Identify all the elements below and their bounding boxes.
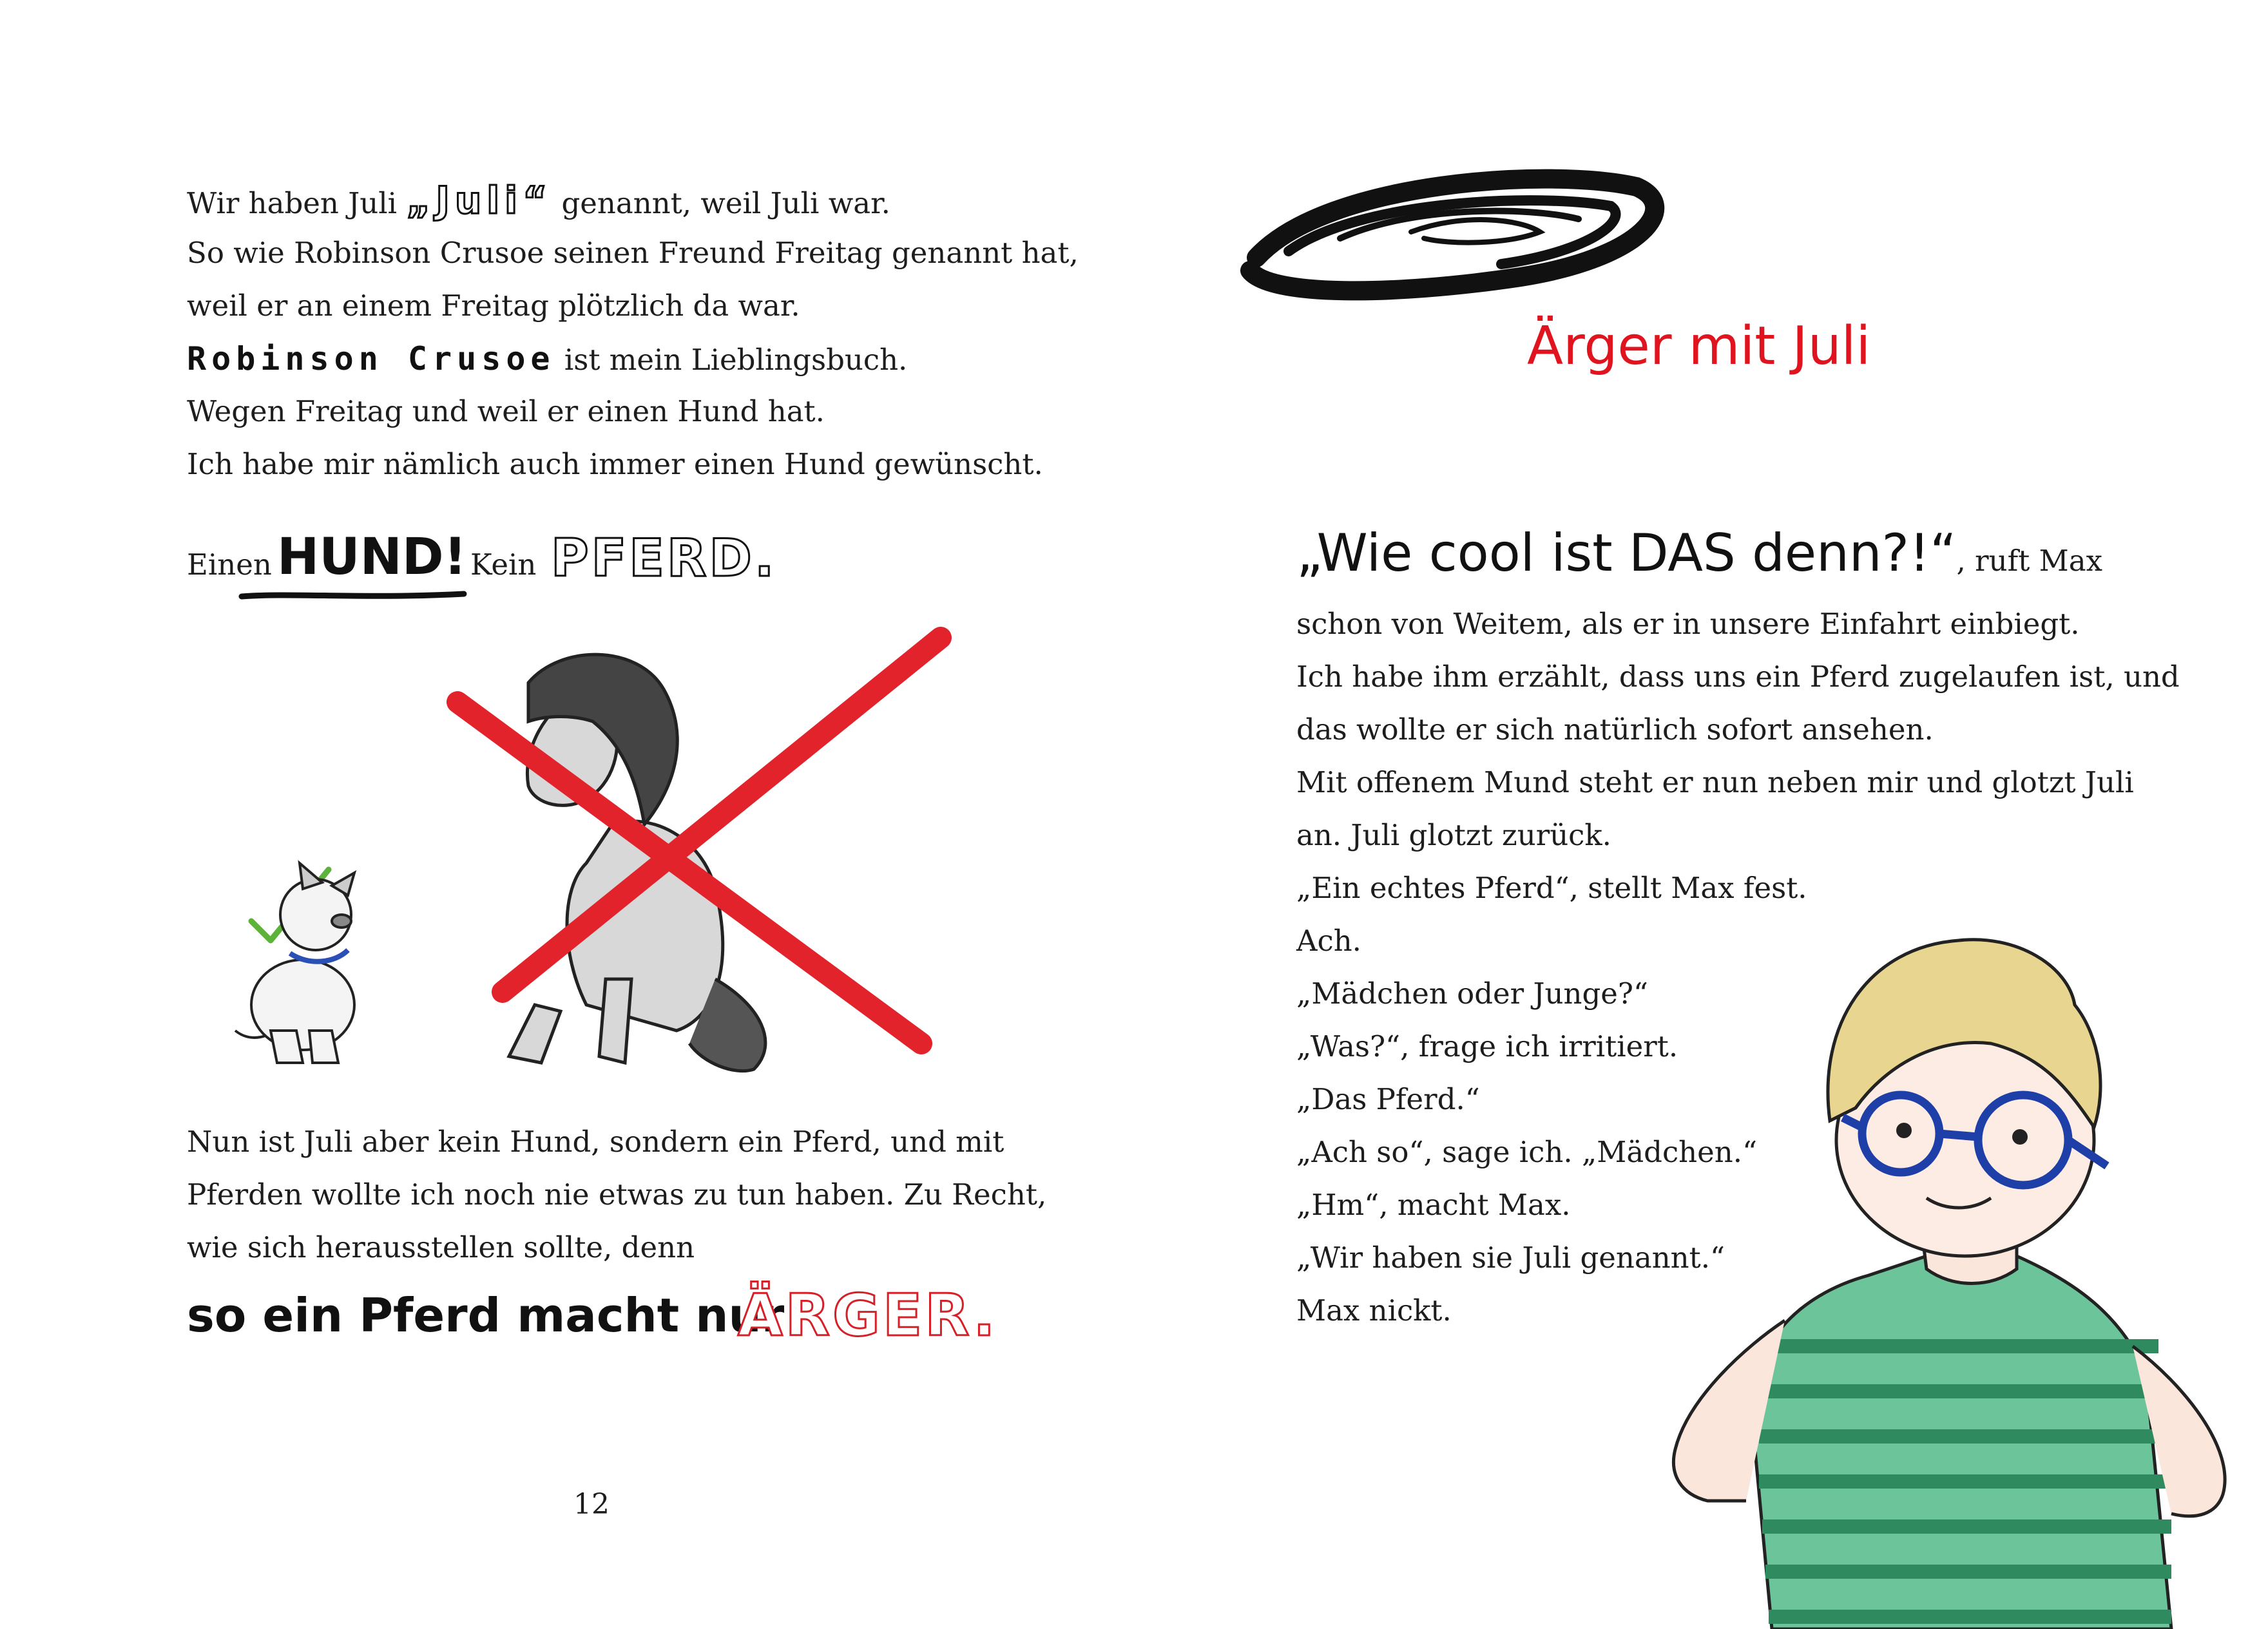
dog-drawing — [235, 863, 354, 1063]
text-segment: , ruft Max — [1956, 544, 2102, 578]
text-line: das wollte er sich natürlich sofort ansehen. — [1296, 712, 1934, 747]
text-line: Ich habe mir nämlich auch immer einen Hund gewünscht. — [187, 447, 1043, 481]
page-number: 12 — [573, 1488, 610, 1521]
paragraph-pferd — [187, 1116, 1046, 1274]
text-line: „Hm“, macht Max. — [1296, 1188, 1571, 1222]
book-title: Robinson Crusoe — [187, 340, 555, 377]
kein-word: Kein — [470, 548, 537, 582]
exclamation-quote: „Wie cool ist DAS denn?!“ — [1296, 523, 1957, 583]
hund-word: HUND! — [277, 528, 467, 586]
pferd-word: PFERD. — [551, 528, 777, 588]
right-page — [1134, 0, 2268, 1629]
text-line — [187, 332, 1079, 385]
closing-text: so ein Pferd macht nur — [187, 1288, 785, 1342]
shirt-stripes — [1759, 1346, 2171, 1617]
dog-and-crossed-horse-illustration — [226, 618, 954, 1082]
text-segment: Wir haben Juli — [187, 186, 407, 220]
text-line: „Ach so“, sage ich. „Mädchen.“ — [1296, 1135, 1758, 1169]
text-line: Ich habe ihm erzählt, dass uns ein Pferd zugelaufen ist, und — [1296, 660, 2180, 694]
text-segment: genannt, weil Juli war. — [552, 186, 890, 220]
text-line: „Das Pferd.“ — [1296, 1082, 1480, 1116]
text-line: „Mädchen oder Junge?“ — [1296, 976, 1649, 1011]
text-line: Mit offenem Mund steht er nun neben mir und glotzt Juli — [1296, 765, 2134, 799]
text-line: So wie Robinson Crusoe seinen Freund Freitag genannt hat, — [187, 236, 1079, 270]
horse-drawing — [509, 654, 765, 1071]
text-line: „Ein echtes Pferd“, stellt Max fest. — [1296, 871, 1807, 905]
text-line: Pferden wollte ich noch nie etwas zu tun haben. Zu Recht, — [187, 1177, 1047, 1212]
text-line: Ach. — [1296, 924, 1361, 958]
einen-word: Einen — [187, 548, 272, 582]
text-line: schon von Weitem, als er in unsere Einfahrt einbiegt. — [1296, 607, 2080, 641]
chapter-scribble-decoration — [1231, 129, 1669, 322]
text-line: Nun ist Juli aber kein Hund, sondern ein Pferd, und mit — [187, 1125, 1004, 1159]
text-line: Wegen Freitag und weil er einen Hund hat. — [187, 394, 825, 428]
text-line: weil er an einem Freitag plötzlich da war. — [187, 289, 800, 323]
underline-stroke — [238, 585, 470, 604]
text-line: „Wir haben sie Juli genannt.“ — [1296, 1241, 1725, 1275]
aerger-word: ÄRGER. — [738, 1282, 998, 1349]
text-line: „Was?“, frage ich irritiert. — [1296, 1029, 1678, 1063]
text-line: wie sich herausstellen sollte, denn — [187, 1230, 695, 1264]
text-line: Max nickt. — [1296, 1293, 1452, 1328]
chapter-title: Ärger mit Juli — [1527, 316, 1871, 377]
juli-name-stylized: „Juli“ — [406, 178, 553, 222]
text-line — [187, 174, 1079, 227]
boy-max-illustration — [1656, 895, 2268, 1629]
text-line: an. Juli glotzt zurück. — [1296, 818, 1611, 852]
text-segment: ist mein Lieblingsbuch. — [555, 343, 908, 377]
text-line — [1296, 523, 2180, 598]
paragraph-intro — [187, 174, 1079, 491]
